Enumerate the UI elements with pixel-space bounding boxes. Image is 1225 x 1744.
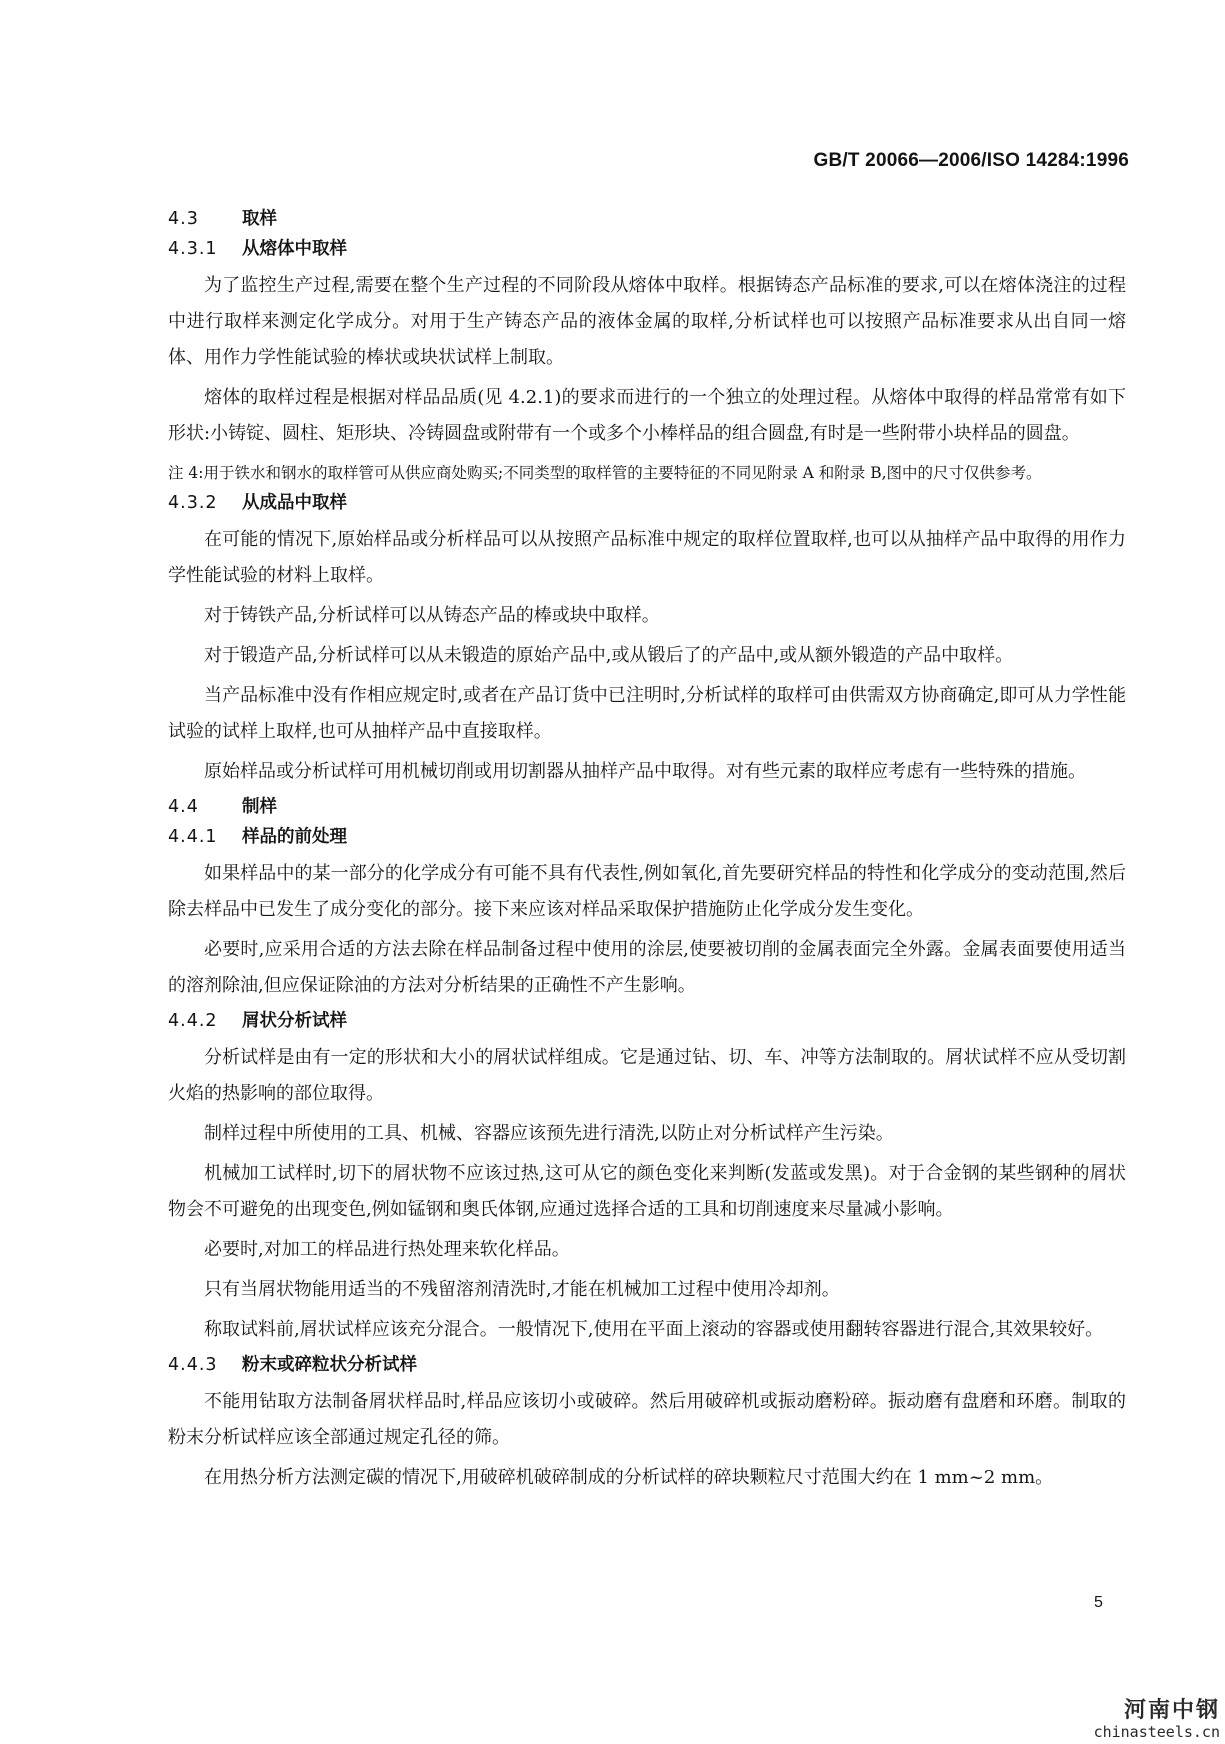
document-body xyxy=(168,208,1126,1496)
section-heading-4-3 xyxy=(168,208,1126,230)
paragraph: 必要时,应采用合适的方法去除在样品制备过程中使用的涂层,使要被切削的金属表面完全外露。金属表面要使用适当的溶剂除油,但应保证除油的方法对分析结果的正确性不产生影响。 xyxy=(168,939,1126,996)
section-title: 样品的前处理 xyxy=(242,827,347,847)
section-heading-4-4-1 xyxy=(168,826,1126,848)
section-heading-4-4 xyxy=(168,796,1126,818)
section-heading-4-3-2 xyxy=(168,492,1126,514)
paragraph: 为了监控生产过程,需要在整个生产过程的不同阶段从熔体中取样。根据铸态产品标准的要求,可以在熔体浇注的过程中进行取样来测定化学成分。对用于生产铸态产品的液体金属的取样,分析试样也可以按照产品标准要求从出自同一熔体、用作力学性能试验的棒状或块状试样上制取。 xyxy=(168,275,1126,368)
note: 注 4:用于铁水和钢水的取样管可从供应商处购买;不同类型的取样管的主要特征的不同见附录 A 和附录 B,图中的尺寸仅供参考。 xyxy=(168,464,1042,482)
paragraph: 在可能的情况下,原始样品或分析样品可以从按照产品标准中规定的取样位置取样,也可以从抽样产品中取得的用作力学性能试验的材料上取样。 xyxy=(168,529,1126,586)
paragraph: 不能用钻取方法制备屑状样品时,样品应该切小或破碎。然后用破碎机或振动磨粉碎。振动磨有盘磨和环磨。制取的粉末分析试样应该全部通过规定孔径的筛。 xyxy=(168,1391,1126,1448)
paragraph: 分析试样是由有一定的形状和大小的屑状试样组成。它是通过钻、切、车、冲等方法制取的。屑状试样不应从受切割火焰的热影响的部位取得。 xyxy=(168,1047,1126,1104)
watermark-logo xyxy=(1070,1700,1220,1742)
paragraph: 对于锻造产品,分析试样可以从未锻造的原始产品中,或从锻后了的产品中,或从额外锻造的产品中取样。 xyxy=(204,645,1014,666)
paragraph: 熔体的取样过程是根据对样品品质(见 4.2.1)的要求而进行的一个独立的处理过程。从熔体中取得的样品常常有如下形状:小铸锭、圆柱、矩形块、冷铸圆盘或附带有一个或多个小棒样品的组合圆盘,有时是一些附带小块样品的圆盘。 xyxy=(168,387,1126,444)
paragraph: 在用热分析方法测定碳的情况下,用破碎机破碎制成的分析试样的碎块颗粒尺寸范围大约在 1 mm~2 mm。 xyxy=(204,1467,1054,1488)
section-title: 粉末或碎粒状分析试样 xyxy=(242,1355,417,1375)
section-number: 4.3.2 xyxy=(168,493,218,513)
paragraph: 对于铸铁产品,分析试样可以从铸态产品的棒或块中取样。 xyxy=(204,605,660,626)
paragraph: 如果样品中的某一部分的化学成分有可能不具有代表性,例如氧化,首先要研究样品的特性和化学成分的变动范围,然后除去样品中已发生了成分变化的部分。接下来应该对样品采取保护措施防止化学成分发生变化。 xyxy=(168,863,1126,920)
section-title: 从成品中取样 xyxy=(242,493,347,513)
paragraph: 称取试料前,屑状试样应该充分混合。一般情况下,使用在平面上滚动的容器或使用翻转容器进行混合,其效果较好。 xyxy=(204,1319,1104,1340)
section-number: 4.4.1 xyxy=(168,827,218,847)
paragraph: 当产品标准中没有作相应规定时,或者在产品订货中已注明时,分析试样的取样可由供需双方协商确定,即可从力学性能试验的试样上取样,也可从抽样产品中直接取样。 xyxy=(168,685,1126,742)
paragraph: 原始样品或分析试样可用机械切削或用切割器从抽样产品中取得。对有些元素的取样应考虑有一些特殊的措施。 xyxy=(204,761,1086,782)
section-number: 4.4.2 xyxy=(168,1011,218,1031)
paragraph: 制样过程中所使用的工具、机械、容器应该预先进行清洗,以防止对分析试样产生污染。 xyxy=(204,1123,894,1144)
paragraph: 必要时,对加工的样品进行热处理来软化样品。 xyxy=(204,1239,570,1260)
section-heading-4-4-3 xyxy=(168,1354,1126,1376)
section-number: 4.3.1 xyxy=(168,239,218,259)
section-heading-4-3-1 xyxy=(168,238,1126,260)
section-heading-4-4-2 xyxy=(168,1010,1126,1032)
section-number: 4.3 xyxy=(168,209,199,229)
section-number: 4.4 xyxy=(168,797,199,817)
paragraph: 只有当屑状物能用适当的不残留溶剂清洗时,才能在机械加工过程中使用冷却剂。 xyxy=(204,1279,840,1300)
page-number: 5 xyxy=(1094,1594,1103,1611)
section-title: 屑状分析试样 xyxy=(242,1011,347,1031)
watermark-en: chinasteels.cn xyxy=(1093,1723,1220,1741)
section-title: 从熔体中取样 xyxy=(242,239,347,259)
document-header: GB/T 20066—2006/ISO 14284:1996 xyxy=(813,150,1129,171)
section-number: 4.4.3 xyxy=(168,1355,218,1375)
section-title: 制样 xyxy=(242,797,277,817)
section-title: 取样 xyxy=(242,209,277,229)
paragraph: 机械加工试样时,切下的屑状物不应该过热,这可从它的颜色变化来判断(发蓝或发黑)。对于合金钢的某些钢种的屑状物会不可避免的出现变色,例如锰钢和奥氏体钢,应通过选择合适的工具和切削速度来尽量减小影响。 xyxy=(168,1163,1126,1220)
watermark-cn: 河南中钢 xyxy=(1123,1698,1220,1723)
